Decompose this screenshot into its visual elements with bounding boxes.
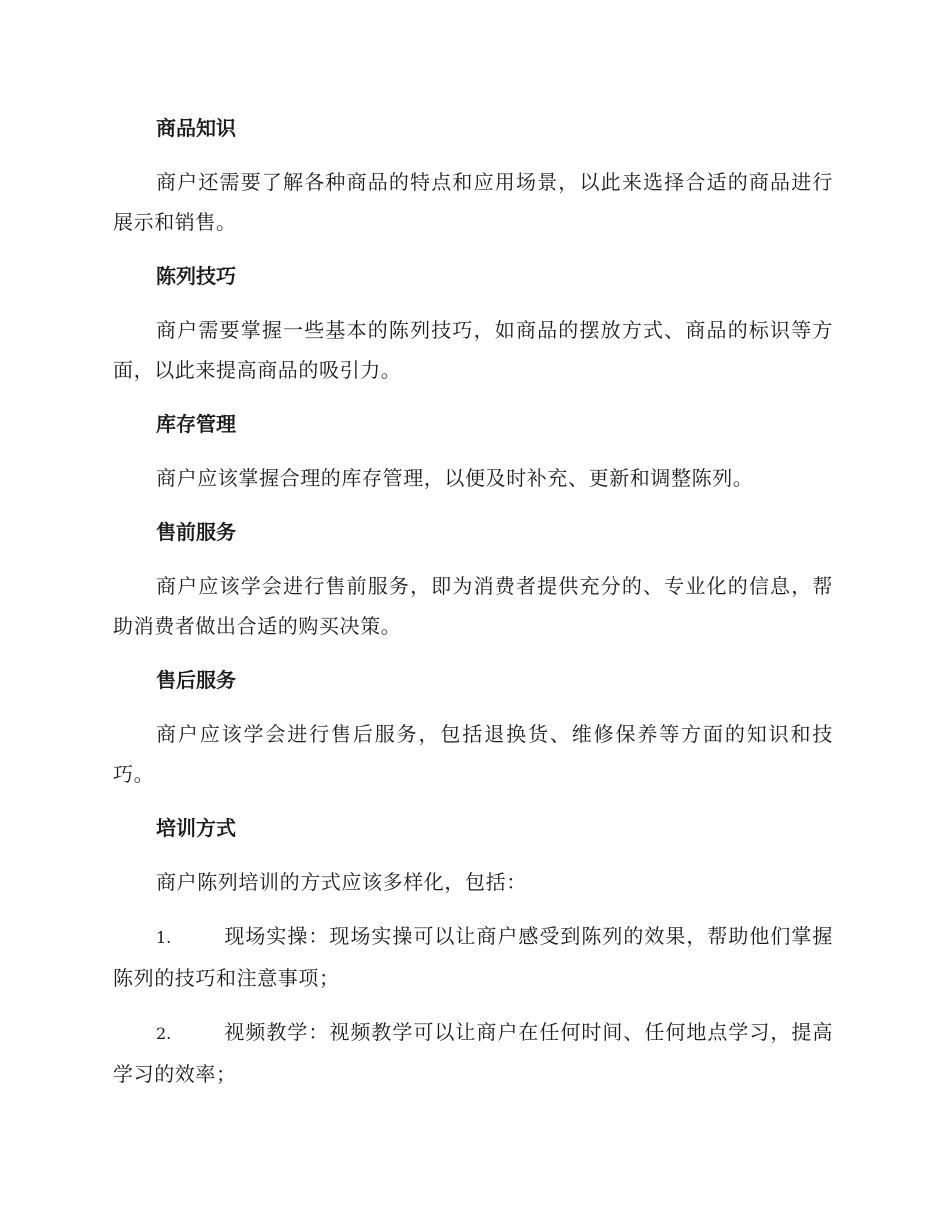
document-page — [113, 108, 833, 1108]
list-item — [113, 1012, 833, 1094]
section-heading-product-knowledge: 商品知识 — [156, 116, 236, 140]
section-heading-presales: 售前服务 — [156, 520, 236, 544]
section-heading-display-skills: 陈列技巧 — [156, 264, 236, 288]
section-body-display-skills: 商户需要掌握一些基本的陈列技巧，如商品的摆放方式、商品的标识等方面，以此来提高商品的吸引力。 — [113, 318, 833, 382]
list-number: 1. — [156, 928, 172, 947]
list-number: 2. — [156, 1024, 172, 1043]
section-heading-aftersales: 售后服务 — [156, 668, 236, 692]
list-text: 视频教学：视频教学可以让商户在任何时间、任何地点学习，提高学习的效率； — [113, 1020, 833, 1086]
section-heading-inventory: 库存管理 — [156, 412, 236, 436]
section-body-aftersales: 商户应该学会进行售后服务，包括退换货、维修保养等方面的知识和技巧。 — [113, 722, 833, 786]
list-item — [113, 916, 833, 998]
section-heading-training-methods: 培训方式 — [156, 816, 236, 840]
section-body-product-knowledge: 商户还需要了解各种商品的特点和应用场景，以此来选择合适的商品进行展示和销售。 — [113, 170, 833, 234]
section-body-training-methods: 商户陈列培训的方式应该多样化，包括： — [156, 870, 527, 894]
list-text: 现场实操：现场实操可以让商户感受到陈列的效果，帮助他们掌握陈列的技巧和注意事项； — [113, 924, 833, 990]
section-body-inventory: 商户应该掌握合理的库存管理，以便及时补充、更新和调整陈列。 — [156, 466, 754, 490]
section-body-presales: 商户应该学会进行售前服务，即为消费者提供充分的、专业化的信息，帮助消费者做出合适的购买决策。 — [113, 574, 833, 638]
